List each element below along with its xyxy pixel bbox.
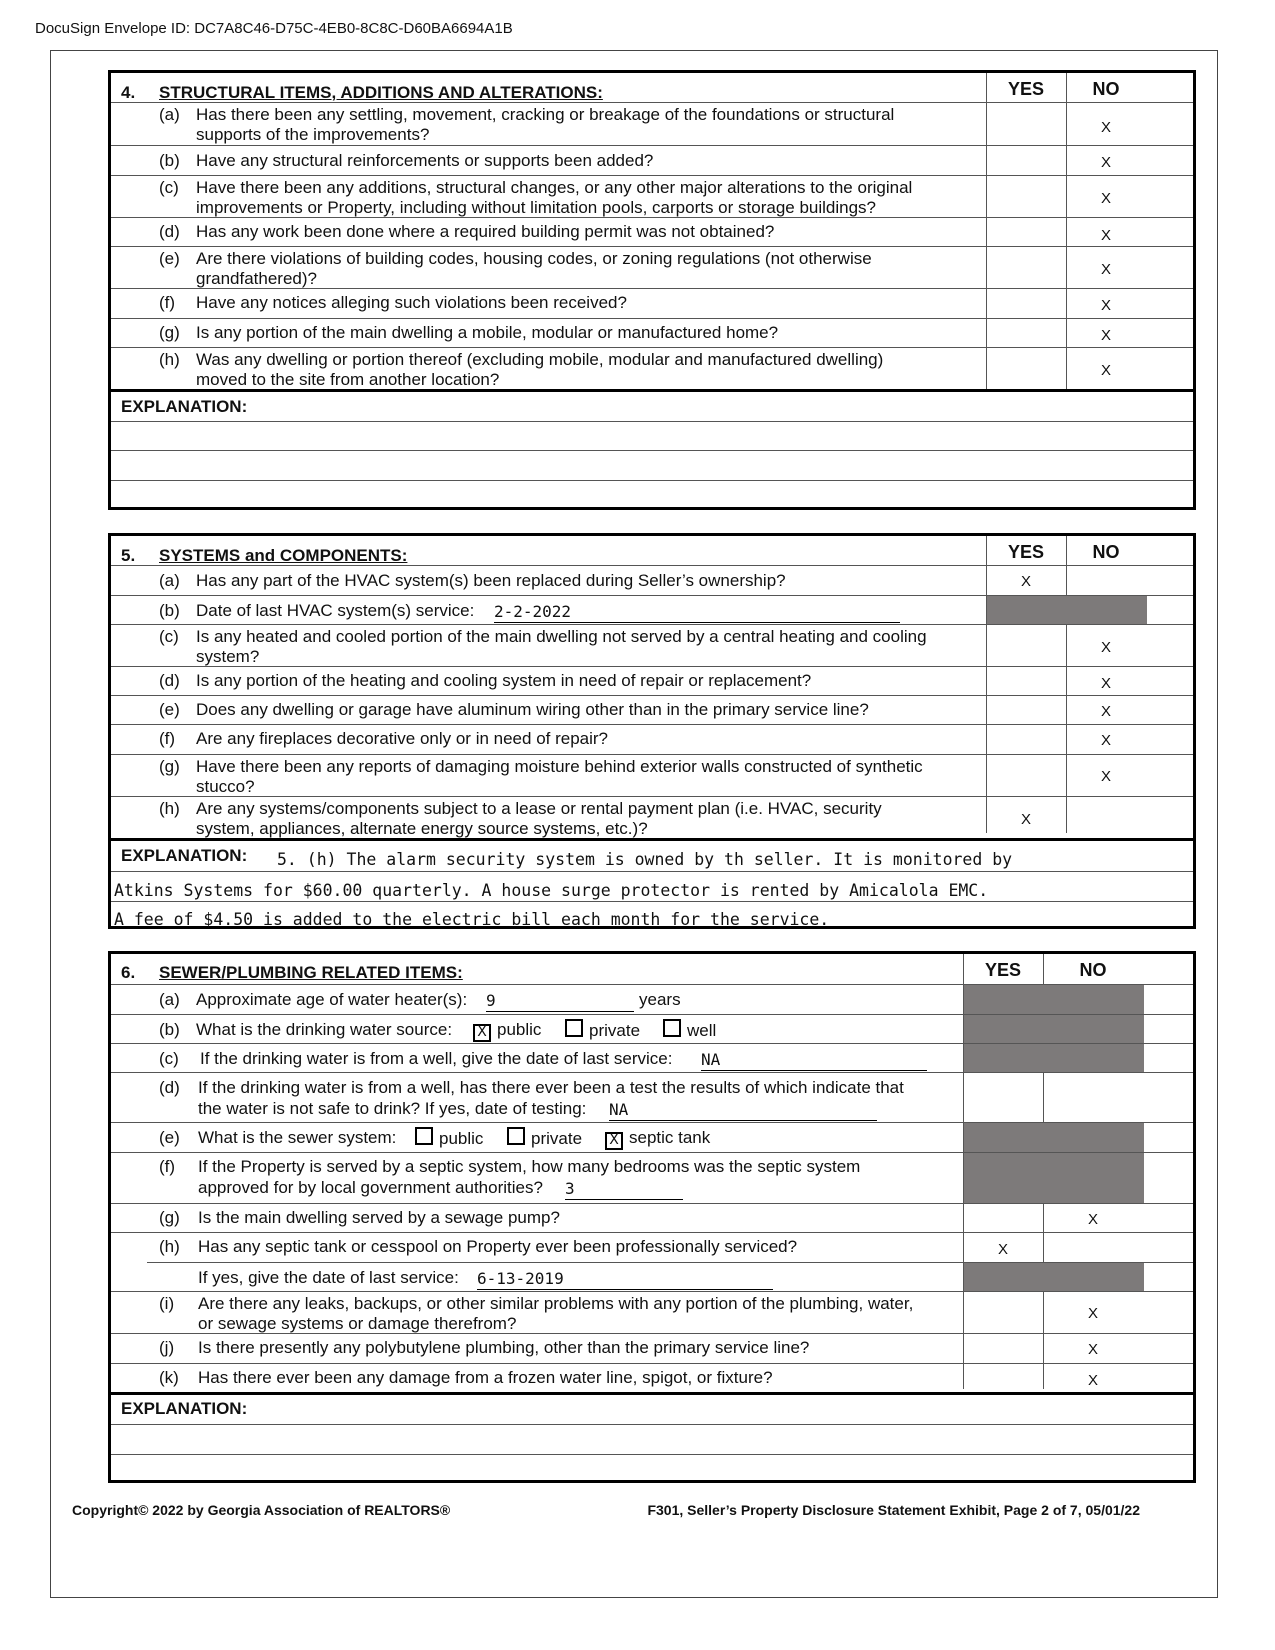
- section-6-heading: [121, 963, 463, 983]
- question-text: Is there presently any polybutylene plumbing, other than the primary service line?: [198, 1338, 810, 1357]
- no-mark[interactable]: X: [1087, 1372, 1098, 1389]
- question-letter: (a): [159, 990, 180, 1009]
- question-row: [111, 1232, 1193, 1263]
- shaded-cell: [963, 1015, 1144, 1044]
- question-row: [111, 624, 1193, 667]
- no-header: NO: [1092, 542, 1120, 562]
- question-row: [111, 984, 1193, 1015]
- yes-header: YES: [1007, 79, 1045, 99]
- question-row: [111, 1014, 1193, 1044]
- question-letter: (k): [159, 1368, 179, 1387]
- question-text: If the drinking water is from a well, has there ever been a test the results of which indicate that: [198, 1078, 904, 1097]
- question-text: Have there been any reports of damaging moisture behind exterior walls constructed of synthetic: [196, 757, 923, 776]
- explanation-line: [111, 871, 1193, 902]
- question-text: What is the drinking water source:: [196, 1020, 453, 1039]
- question-row: [111, 145, 1193, 176]
- question-text: Date of last HVAC system(s) service:: [196, 601, 475, 620]
- question-row: [147, 1262, 1193, 1292]
- section-title: SYSTEMS and COMPONENTS:: [159, 546, 408, 565]
- question-letter: (a): [159, 571, 180, 590]
- sewer-septic-option[interactable]: X septic tank: [605, 1127, 710, 1150]
- question-text: Are there violations of building codes, housing codes, or zoning regulations (not otherwise: [196, 249, 872, 268]
- question-row: [111, 1363, 1193, 1393]
- septic-service-date-field[interactable]: 6-13-2019: [477, 1268, 773, 1290]
- section-4-heading: [121, 83, 603, 103]
- no-mark[interactable]: X: [1087, 1305, 1098, 1322]
- section-4-structural: [108, 70, 1196, 510]
- water-test-date-field[interactable]: NA: [609, 1099, 877, 1121]
- question-text: Has there been any settling, movement, cracking or breakage of the foundations or structural: [196, 105, 895, 124]
- question-letter: (f): [159, 1157, 176, 1176]
- septic-bedrooms-field[interactable]: 3: [565, 1178, 683, 1200]
- question-row: [111, 796, 1193, 839]
- question-row: [111, 724, 1193, 755]
- no-mark[interactable]: X: [1087, 1211, 1098, 1228]
- explanation-text-line[interactable]: A fee of $4.50 is added to the electric bill each month for the service.: [114, 910, 830, 929]
- no-mark[interactable]: X: [1100, 154, 1111, 171]
- question-letter: (h): [159, 1237, 180, 1256]
- question-row: [111, 1203, 1193, 1233]
- question-row: [111, 288, 1193, 319]
- question-text: Have there been any additions, structural changes, or any other major alterations to the original: [196, 178, 913, 197]
- years-label: years: [639, 990, 681, 1009]
- explanation-line: [111, 901, 1193, 929]
- no-mark[interactable]: X: [1100, 732, 1111, 749]
- question-row: [111, 1072, 1193, 1123]
- shaded-cell: [963, 1263, 1144, 1292]
- explanation-line[interactable]: [111, 1424, 1193, 1455]
- explanation-label: EXPLANATION:: [121, 846, 248, 865]
- question-letter: (e): [159, 700, 180, 719]
- question-text-cont: grandfathered)?: [196, 269, 317, 288]
- question-text-cont: stucco?: [196, 777, 255, 796]
- question-letter: (i): [159, 1294, 175, 1313]
- explanation-line[interactable]: [111, 480, 1193, 511]
- form-id-footer: F301, Seller’s Property Disclosure Statement Exhibit, Page 2 of 7, 05/01/22: [647, 1502, 1140, 1518]
- question-text: If the drinking water is from a well, give the date of last service:: [200, 1049, 673, 1068]
- question-row: [111, 217, 1193, 247]
- checkbox-icon[interactable]: [415, 1127, 433, 1145]
- well-service-date-field[interactable]: NA: [701, 1049, 927, 1071]
- question-row: [111, 318, 1193, 348]
- question-text-cont: approved for by local government authorities?: [198, 1178, 543, 1197]
- question-text: Have any structural reinforcements or supports been added?: [196, 151, 654, 170]
- question-letter: (e): [159, 1128, 180, 1147]
- no-mark[interactable]: X: [1100, 639, 1111, 656]
- checkbox-icon[interactable]: [507, 1127, 525, 1145]
- yes-header: YES: [984, 960, 1022, 980]
- section-number: 4.: [121, 83, 136, 102]
- question-text-cont: system?: [196, 647, 260, 666]
- explanation-text-line[interactable]: Atkins Systems for $60.00 quarterly. A house surge protector is rented by Amicalola EMC.: [114, 881, 989, 900]
- question-text-cont: moved to the site from another location?: [196, 370, 500, 389]
- section-5-heading: [121, 546, 407, 566]
- question-row: [111, 1333, 1193, 1364]
- question-text: Has any work been done where a required building permit was not obtained?: [196, 222, 775, 241]
- question-letter: (h): [159, 799, 180, 818]
- checkbox-icon[interactable]: [565, 1019, 583, 1037]
- question-text: Was any dwelling or portion thereof (excluding mobile, modular and manufactured dwelling): [196, 350, 884, 369]
- question-letter: (c): [159, 1049, 179, 1068]
- question-row: [111, 102, 1193, 146]
- question-text: Are any systems/components subject to a lease or rental payment plan (i.e. HVAC, security: [196, 799, 882, 818]
- question-letter: (e): [159, 249, 180, 268]
- question-letter: (g): [159, 1208, 180, 1227]
- shaded-cell: [963, 985, 1144, 1015]
- section-title: SEWER/PLUMBING RELATED ITEMS:: [159, 963, 463, 982]
- shaded-cell: [963, 1123, 1144, 1153]
- question-row: [111, 347, 1193, 390]
- question-letter: (f): [159, 729, 176, 748]
- no-mark[interactable]: X: [1100, 227, 1111, 244]
- question-text: If the Property is served by a septic system, how many bedrooms was the septic system: [198, 1157, 861, 1176]
- question-row: [111, 754, 1193, 797]
- question-letter: (d): [159, 671, 180, 690]
- question-text: If yes, give the date of last service:: [198, 1268, 459, 1287]
- question-text: Has any part of the HVAC system(s) been replaced during Seller’s ownership?: [196, 571, 786, 590]
- explanation-area: [111, 389, 1193, 507]
- question-row: [111, 695, 1193, 725]
- question-text-cont: system, appliances, alternate energy source systems, etc.)?: [196, 819, 648, 838]
- shaded-cell: [986, 596, 1147, 625]
- shaded-cell: [963, 1044, 1144, 1073]
- question-row: [111, 595, 1193, 625]
- yes-header: YES: [1007, 542, 1045, 562]
- no-mark[interactable]: X: [1100, 327, 1111, 344]
- section-title: STRUCTURAL ITEMS, ADDITIONS AND ALTERATIONS:: [159, 83, 603, 102]
- question-text: Has any septic tank or cesspool on Property ever been professionally serviced?: [198, 1237, 798, 1256]
- question-text: Is any portion of the heating and cooling system in need of repair or replacement?: [196, 671, 812, 690]
- explanation-label: EXPLANATION:: [121, 397, 248, 416]
- explanation-label: EXPLANATION:: [121, 1399, 248, 1418]
- question-letter: (f): [159, 293, 176, 312]
- yes-mark[interactable]: X: [1020, 811, 1031, 828]
- copyright-footer: Copyright© 2022 by Georgia Association of REALTORS®: [72, 1502, 451, 1518]
- no-header: NO: [1092, 79, 1120, 99]
- question-text: Approximate age of water heater(s):: [196, 990, 468, 1009]
- question-letter: (b): [159, 151, 180, 170]
- section-5-systems: [108, 533, 1196, 929]
- question-row: [111, 1043, 1193, 1073]
- sewer-public-option[interactable]: public: [415, 1127, 483, 1149]
- explanation-area: [111, 838, 1193, 929]
- explanation-line[interactable]: [111, 450, 1193, 481]
- water-source-public-option[interactable]: X public: [473, 1019, 541, 1042]
- question-row: [111, 565, 1193, 596]
- question-text: Have any notices alleging such violations been received?: [196, 293, 627, 312]
- no-header: NO: [1079, 960, 1107, 980]
- question-text: Are any fireplaces decorative only or in need of repair?: [196, 729, 609, 748]
- checkbox-icon[interactable]: X: [473, 1024, 491, 1042]
- question-text: Are there any leaks, backups, or other similar problems with any portion of the plumbing, water,: [198, 1294, 914, 1313]
- question-text-cont: the water is not safe to drink? If yes, date of testing:: [198, 1099, 587, 1118]
- explanation-text-line[interactable]: 5. (h) The alarm security system is owned by th seller. It is monitored by: [277, 850, 1013, 869]
- sewer-private-option[interactable]: private: [507, 1127, 582, 1149]
- question-text: Is any portion of the main dwelling a mobile, modular or manufactured home?: [196, 323, 779, 342]
- question-letter: (b): [159, 601, 180, 620]
- yes-mark[interactable]: X: [1020, 573, 1031, 590]
- no-mark[interactable]: X: [1100, 703, 1111, 720]
- question-letter: (d): [159, 1078, 180, 1097]
- question-letter: (c): [159, 627, 179, 646]
- water-heater-age-field[interactable]: 9: [486, 990, 634, 1012]
- docusign-envelope-id: DocuSign Envelope ID: DC7A8C46-D75C-4EB0-8C8C-D60BA6694A1B: [35, 20, 513, 37]
- question-text: Does any dwelling or garage have aluminum wiring other than in the primary service line?: [196, 700, 869, 719]
- checkbox-icon[interactable]: [663, 1019, 681, 1037]
- water-source-private-option[interactable]: private: [565, 1019, 640, 1041]
- question-text-cont: improvements or Property, including without limitation pools, carports or storage buildings?: [196, 198, 877, 217]
- explanation-line[interactable]: [111, 1454, 1193, 1480]
- question-row: [111, 1122, 1193, 1153]
- question-letter: (j): [159, 1338, 175, 1357]
- question-row: [111, 666, 1193, 696]
- question-letter: (g): [159, 757, 180, 776]
- no-mark[interactable]: X: [1100, 119, 1111, 136]
- question-row: [111, 246, 1193, 289]
- question-text-cont: or sewage systems or damage therefrom?: [198, 1314, 517, 1333]
- question-text: Has there ever been any damage from a frozen water line, spigot, or fixture?: [198, 1368, 773, 1387]
- no-mark[interactable]: X: [1087, 1341, 1098, 1358]
- section-number: 6.: [121, 963, 136, 982]
- question-row: [111, 1291, 1193, 1334]
- question-letter: (g): [159, 323, 180, 342]
- question-row: [111, 1152, 1193, 1204]
- no-mark[interactable]: X: [1100, 768, 1111, 785]
- question-letter: (d): [159, 222, 180, 241]
- question-row: [111, 175, 1193, 218]
- explanation-area: [111, 1392, 1193, 1480]
- no-mark[interactable]: X: [1100, 297, 1111, 314]
- question-letter: (c): [159, 178, 179, 197]
- no-mark[interactable]: X: [1100, 261, 1111, 278]
- water-source-well-option[interactable]: well: [663, 1019, 716, 1041]
- question-letter: (b): [159, 1020, 180, 1039]
- section-6-sewer-plumbing: [108, 951, 1196, 1483]
- hvac-service-date-field[interactable]: 2-2-2022: [494, 601, 900, 623]
- explanation-line[interactable]: [111, 421, 1193, 451]
- question-letter: (h): [159, 350, 180, 369]
- question-text: Is any heated and cooled portion of the main dwelling not served by a central heating and cooling: [196, 627, 927, 646]
- no-mark[interactable]: X: [1100, 190, 1111, 207]
- section-number: 5.: [121, 546, 136, 565]
- question-text: What is the sewer system:: [198, 1128, 397, 1147]
- no-mark[interactable]: X: [1100, 362, 1111, 379]
- question-text-cont: supports of the improvements?: [196, 125, 430, 144]
- yes-mark[interactable]: X: [997, 1241, 1008, 1258]
- question-letter: (a): [159, 105, 180, 124]
- shaded-cell: [963, 1153, 1144, 1204]
- no-mark[interactable]: X: [1100, 675, 1111, 692]
- checkbox-icon[interactable]: X: [605, 1132, 623, 1150]
- question-text: Is the main dwelling served by a sewage pump?: [198, 1208, 560, 1227]
